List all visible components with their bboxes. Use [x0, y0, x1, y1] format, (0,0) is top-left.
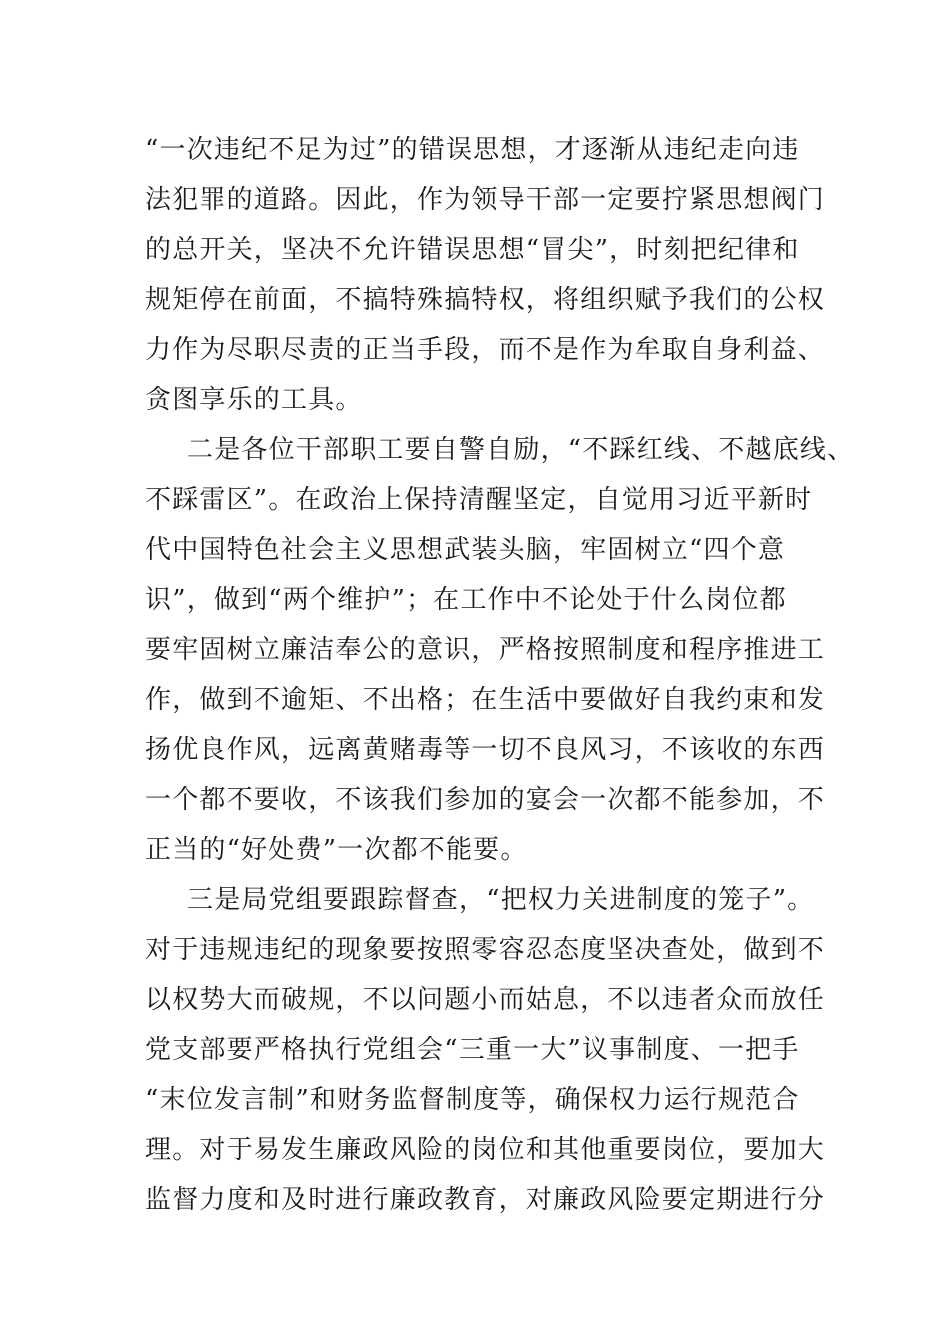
text-line: 党支部要严格执行党组会“三重一大”议事制度、一把手 [145, 1035, 800, 1065]
text-line: 规矩停在前面，不搞特殊搞特权，将组织赋予我们的公权 [145, 285, 826, 315]
text-line: 不踩雷区”。在政治上保持清醒坚定，自觉用习近平新时 [145, 485, 813, 515]
text-line: 监督力度和及时进行廉政教育，对廉政风险要定期进行分 [145, 1185, 826, 1215]
document-body-text [145, 125, 855, 1225]
text-line: “一次违纪不足为过”的错误思想，才逐渐从违纪走向违 [145, 135, 800, 165]
text-line: 以权势大而破规，不以问题小而姑息，不以违者众而放任 [145, 985, 826, 1015]
text-line: 扬优良作风，远离黄赌毒等一切不良风习，不该收的东西 [145, 735, 826, 765]
text-line: 正当的“好处费”一次都不能要。 [145, 835, 528, 865]
text-line: 理。对于易发生廉政风险的岗位和其他重要岗位，要加大 [145, 1135, 826, 1165]
text-line: 法犯罪的道路。因此，作为领导干部一定要拧紧思想阀门 [145, 185, 826, 215]
text-line: 三是局党组要跟踪督查，“把权力关进制度的笼子”。 [187, 885, 815, 915]
text-line: “末位发言制”和财务监督制度等，确保权力运行规范合 [145, 1085, 800, 1115]
text-line: 作，做到不逾矩、不出格；在生活中要做好自我约束和发 [145, 685, 826, 715]
text-line: 要牢固树立廉洁奉公的意识，严格按照制度和程序推进工 [145, 635, 826, 665]
text-line: 对于违规违纪的现象要按照零容忍态度坚决查处，做到不 [145, 935, 826, 965]
text-line: 的总开关，坚决不允许错误思想“冒尖”，时刻把纪律和 [145, 235, 800, 265]
text-line: 代中国特色社会主义思想武装头脑，牢固树立“四个意 [145, 535, 786, 565]
text-line: 贪图享乐的工具。 [145, 385, 363, 415]
text-line: 识”，做到“两个维护”；在工作中不论处于什么岗位都 [145, 585, 787, 615]
text-line: 一个都不要收，不该我们参加的宴会一次都不能参加，不 [145, 785, 826, 815]
text-line: 力作为尽职尽责的正当手段，而不是作为牟取自身利益、 [145, 335, 826, 365]
text-line: 二是各位干部职工要自警自励，“不踩红线、不越底线、 [187, 435, 855, 465]
